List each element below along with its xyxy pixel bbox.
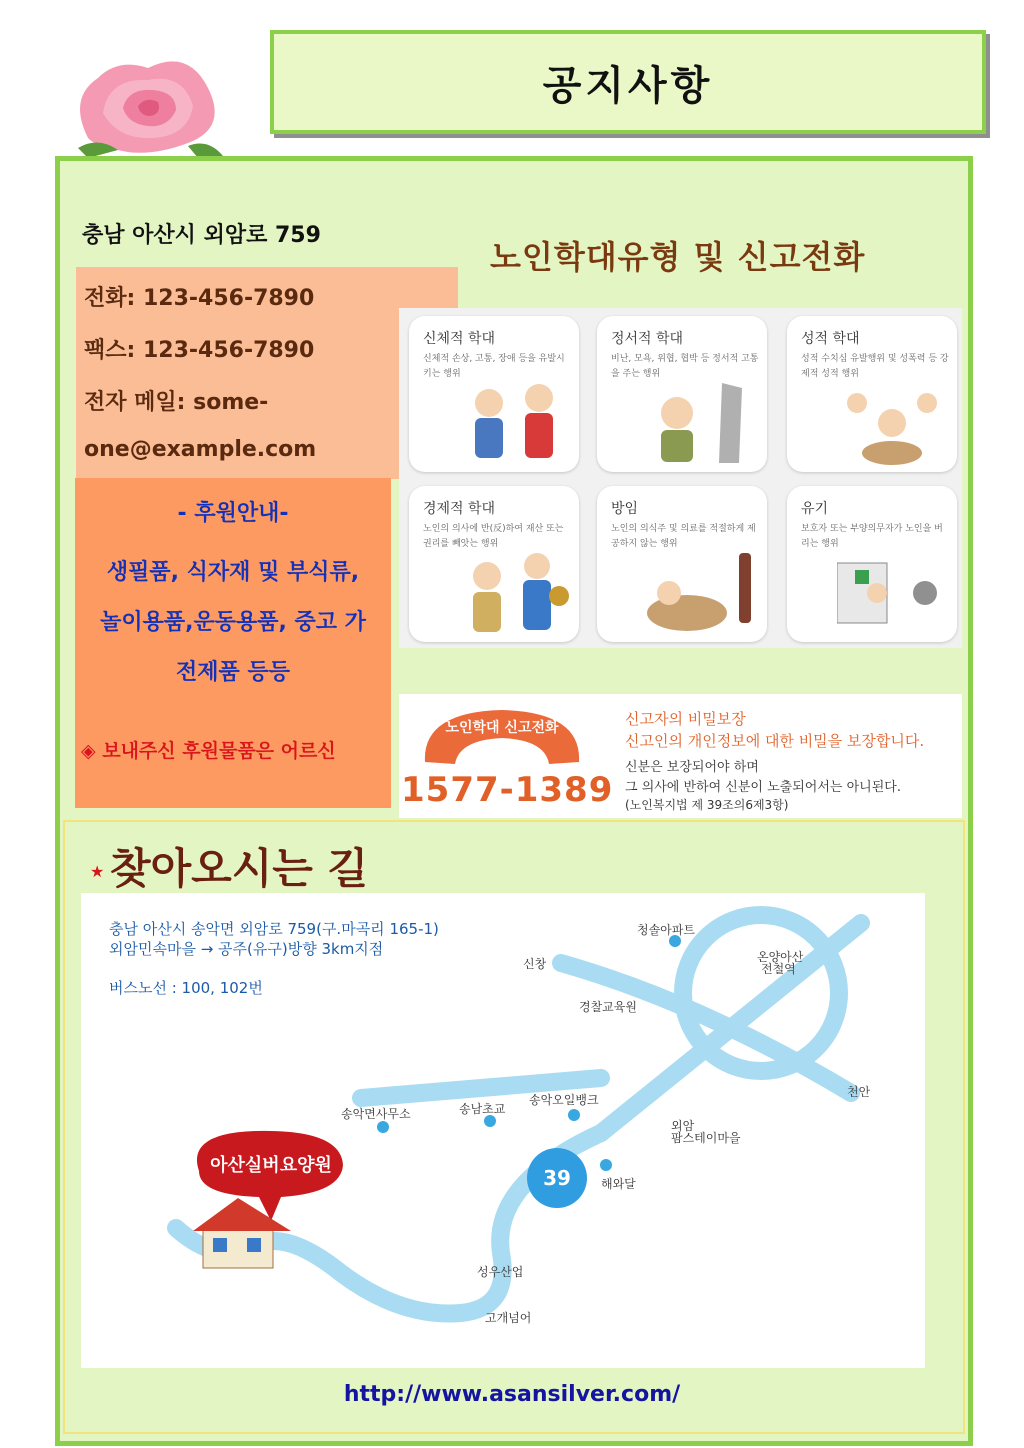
- directions-heading: 찾아오시는 길: [110, 844, 369, 893]
- hotline-label: 노인학대 신고전화: [445, 720, 559, 736]
- title-banner: [270, 30, 986, 134]
- support-item-line: 놀이용품,운동용품, 중고 가: [100, 610, 366, 635]
- facility-balloon-label: 아산실버요양원: [210, 1155, 332, 1176]
- phone-handset-icon: [417, 702, 587, 772]
- abuse-card-sexual: [787, 316, 957, 472]
- card-description: 비난, 모욕, 위협, 협박 등 정서적 고통을 주는 행위: [611, 354, 759, 379]
- place-label: 송악오일뱅크: [529, 1093, 599, 1107]
- abuse-types-grid: [399, 308, 962, 648]
- place-label: 해와달: [601, 1177, 636, 1191]
- card-title: 정서적 학대: [611, 331, 684, 347]
- support-item-line: 전제품 등등: [176, 660, 290, 685]
- place-label: 전철역: [761, 962, 796, 976]
- star-icon: ★: [90, 862, 105, 881]
- map-direction: 외암민속마을 → 공주(유구)방향 3km지점: [109, 940, 384, 958]
- hotline-panel: [399, 694, 962, 818]
- card-description: 보호자 또는 부양의무자가 노인을 버리는 행위: [801, 524, 943, 549]
- abuse-card-neglect: [597, 486, 767, 642]
- privacy-text: 신고인의 개인정보에 대한 비밀을 보장합니다.: [625, 732, 925, 750]
- abandonment-illustration-icon: [837, 548, 947, 638]
- abuse-card-physical: [409, 316, 579, 472]
- place-label: 온양아산: [757, 950, 804, 964]
- website-link[interactable]: http://www.asansilver.com/: [343, 1382, 681, 1407]
- place-label: 팜스테이마을: [671, 1131, 741, 1145]
- address-text: 충남 아산시 외암로 759: [82, 223, 321, 248]
- email-label: 전자 메일: some-: [84, 390, 269, 415]
- card-description: 노인의 의식주 및 의료를 적절하게 제공하지 않는 행위: [611, 524, 756, 549]
- phone-text: 전화: 123-456-7890: [84, 286, 315, 311]
- card-title: 유기: [801, 501, 829, 517]
- route-number-badge: 39: [543, 1166, 571, 1190]
- fax-text: 팩스: 123-456-7890: [84, 338, 315, 363]
- support-box: [75, 478, 391, 808]
- neglect-illustration-icon: [647, 548, 757, 638]
- page-title: 공지사항: [542, 62, 714, 109]
- abuse-card-emotional: [597, 316, 767, 472]
- physical-abuse-illustration-icon: [459, 378, 569, 468]
- place-label: 외암: [671, 1119, 695, 1133]
- card-description: 노인의 의사에 반(反)하여 재산 또는 권리를 빼앗는 행위: [423, 524, 564, 549]
- privacy-line: 신분은 보장되어야 하며: [625, 760, 759, 775]
- card-title: 경제적 학대: [423, 501, 496, 517]
- place-label: 청솔아파트: [637, 923, 695, 937]
- place-label: 고개넘어: [485, 1311, 532, 1325]
- place-label: 송악면사무소: [341, 1107, 411, 1121]
- law-reference: (노인복지법 제 39조의6제3항): [625, 798, 789, 812]
- abuse-card-abandonment: [787, 486, 957, 642]
- sexual-abuse-illustration-icon: [837, 378, 947, 468]
- place-label: 송남초교: [459, 1102, 506, 1116]
- abuse-card-financial: [409, 486, 579, 642]
- privacy-title: 신고자의 비밀보장: [625, 710, 746, 728]
- place-label: 성우산업: [477, 1265, 524, 1279]
- card-title: 신체적 학대: [423, 331, 496, 347]
- support-items: [81, 548, 385, 698]
- place-label: 신창: [523, 957, 547, 971]
- rose-image: [58, 18, 238, 158]
- card-description: 신체적 손상, 고통, 장애 등을 유발시키는 행위: [423, 354, 565, 379]
- financial-abuse-illustration-icon: [459, 548, 569, 638]
- map-address: 충남 아산시 송악면 외암로 759(구.마곡리 165-1): [109, 920, 439, 938]
- card-description: 성적 수치심 유발행위 및 성폭력 등 강제적 성적 행위: [801, 354, 949, 379]
- support-item-line: 생필품, 식자재 및 부식류,: [106, 560, 360, 585]
- card-title: 성적 학대: [801, 331, 860, 347]
- email-address: one@example.com: [84, 437, 317, 462]
- support-note: ◈ 보내주신 후원물품은 어르신: [81, 740, 336, 762]
- place-label: 천안: [847, 1085, 871, 1099]
- privacy-line: 그 의사에 반하여 신분이 노출되어서는 아니된다.: [625, 780, 901, 795]
- support-heading: - 후원안내-: [177, 501, 289, 526]
- emotional-abuse-illustration-icon: [647, 378, 757, 468]
- place-label: 경찰교육원: [579, 1000, 637, 1014]
- hotline-number: 1577-1389: [401, 770, 614, 810]
- abuse-heading: 노인학대유형 및 신고전화: [490, 238, 866, 276]
- bus-routes: 버스노선 : 100, 102번: [109, 979, 263, 997]
- directions-map: [81, 893, 925, 1368]
- card-title: 방임: [611, 501, 639, 517]
